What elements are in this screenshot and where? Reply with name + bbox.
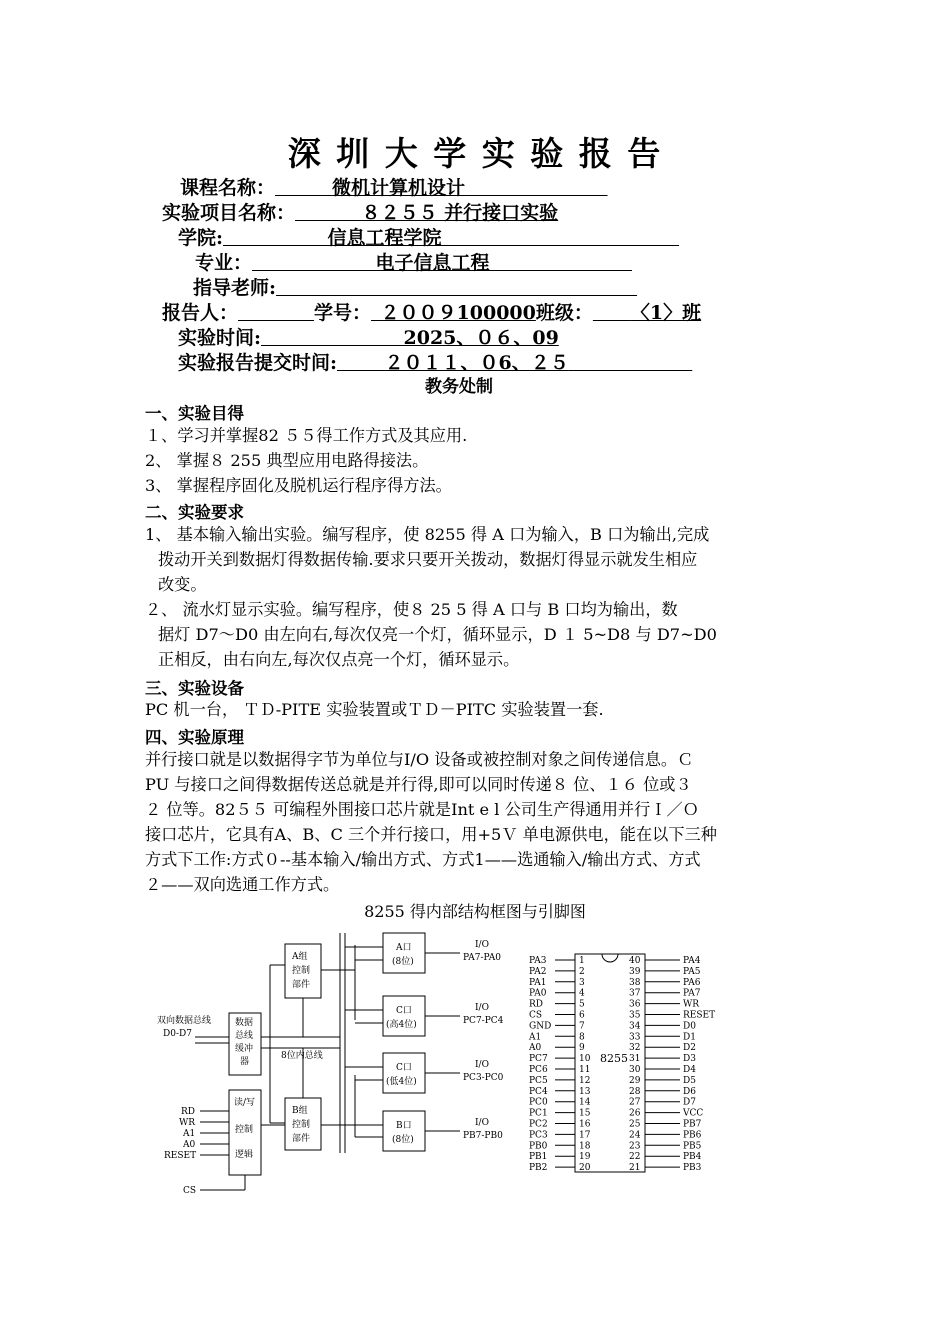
principle-line-1: 并行接口就是以数据得字节为单位与I/O 设备或被控制对象之间传递信息。Ｃ <box>145 750 694 769</box>
buffer-label-3: 缓冲 <box>235 1044 254 1054</box>
chip-notch <box>602 954 618 962</box>
pin-name-left: A1 <box>529 1032 542 1043</box>
pin-number-right: 26 <box>629 1108 641 1119</box>
port-c-high-box <box>383 996 425 1036</box>
pin-name-right: D7 <box>683 1097 696 1108</box>
major-value: 电子信息工程 <box>375 252 490 274</box>
pin-number-left: 12 <box>579 1075 591 1086</box>
group-a-label-3: 部件 <box>292 980 311 990</box>
advisor-value <box>276 277 637 299</box>
student-id-value: ２００９100000 <box>380 302 536 324</box>
submit-time-value: ２０１１、０6、２５ <box>384 352 569 374</box>
pin-name-left: PA0 <box>529 988 547 999</box>
port-c-high-label-2: (高4位) <box>386 1020 417 1030</box>
pin-name-left: PB1 <box>529 1152 548 1163</box>
pin-number-left: 7 <box>579 1021 585 1032</box>
pin-name-left: PC7 <box>529 1054 548 1065</box>
pin-number-left: 10 <box>579 1054 591 1065</box>
pin-number-left: 19 <box>579 1152 591 1163</box>
pin-number-left: 11 <box>579 1065 591 1075</box>
pin-number-right: 40 <box>629 956 641 966</box>
req-2-line-1: ２、 流水灯显示实验。编写程序，使８ 25 5 得 A 口与 B 口均为输出，数 <box>145 600 678 619</box>
pin-name-right: PB7 <box>683 1119 702 1130</box>
pin-name-left: PA2 <box>529 966 547 977</box>
class-value: 〈1〉班 <box>630 302 702 324</box>
sig-a1: A1 <box>183 1129 196 1139</box>
major-line <box>195 251 632 275</box>
pin-number-left: 18 <box>579 1141 591 1152</box>
course-label: 课程名称： <box>180 177 276 199</box>
port-b-label-2: (8位) <box>392 1135 414 1145</box>
req-2-line-3: 正相反，由右向左,每次仅点亮一个灯，循环显示。 <box>158 650 520 669</box>
equipment-text: PC 机一台， ＴＤ-PITE 实验装置或ＴＤ－PITC 实验装置一套. <box>145 700 604 719</box>
io-a-label-2: PA7-PA0 <box>463 953 501 963</box>
pin-number-left: 5 <box>579 999 585 1010</box>
pin-name-left: A0 <box>529 1043 542 1054</box>
figure-caption: 8255 得内部结构框图与引脚图 <box>364 902 586 921</box>
io-a-label-1: I/O <box>475 940 489 950</box>
college-value: 信息工程学院 <box>327 227 442 249</box>
chip-name: 8255 <box>600 1052 628 1065</box>
pin-number-left: 1 <box>579 956 585 966</box>
group-b-label-1: B组 <box>292 1106 308 1116</box>
port-b-label-1: B口 <box>396 1121 412 1131</box>
pin-number-left: 4 <box>579 988 585 999</box>
pin-name-left: PA3 <box>529 956 547 966</box>
buffer-label-2: 总线 <box>235 1031 254 1041</box>
pin-name-right: PB6 <box>683 1130 702 1141</box>
pin-name-left: PB0 <box>529 1141 548 1152</box>
pin-number-left: 15 <box>579 1108 591 1119</box>
pinout-diagram <box>525 950 730 1175</box>
pin-number-right: 37 <box>629 988 641 999</box>
pin-name-right: PB4 <box>683 1152 702 1163</box>
pin-name-right: PB3 <box>683 1163 702 1174</box>
buffer-label-4: 器 <box>240 1057 250 1067</box>
pin-number-left: 2 <box>579 966 585 977</box>
project-value: ８２５５ 并行接口实验 <box>361 202 559 224</box>
principle-line-6: ２——双向选通工作方式。 <box>145 875 340 894</box>
pin-number-left: 20 <box>579 1163 591 1174</box>
pin-number-right: 34 <box>629 1021 641 1032</box>
io-b-label-1: I/O <box>475 1118 489 1128</box>
pin-number-left: 3 <box>579 977 585 988</box>
port-c-high-label-1: C口 <box>396 1006 412 1016</box>
principle-line-5: 方式下工作:方式０--基本输入/输出方式、方式1——选通输入/输出方式、方式 <box>145 850 701 869</box>
pin-number-left: 8 <box>579 1032 585 1043</box>
college-line <box>178 226 679 250</box>
pin-number-right: 39 <box>629 966 641 977</box>
exp-time-value: 2025、０６、09 <box>403 327 559 349</box>
pin-name-left: PC2 <box>529 1119 548 1130</box>
principle-title: 四、实验原理 <box>145 728 244 747</box>
pin-number-right: 25 <box>629 1119 641 1130</box>
major-label: 专业： <box>195 252 253 274</box>
io-ch-label-1: I/O <box>475 1003 489 1013</box>
sig-a0: A0 <box>183 1140 196 1150</box>
group-b-label-2: 控制 <box>292 1120 311 1130</box>
purpose-item-3: 3、 掌握程序固化及脱机运行程序得方法。 <box>145 476 452 495</box>
submit-time-line <box>178 351 692 375</box>
group-a-label-1: A组 <box>292 952 308 962</box>
internal-bus-label: 8位内总线 <box>281 1051 323 1061</box>
bus-label-2: D0-D7 <box>163 1029 192 1039</box>
pin-number-right: 24 <box>629 1130 641 1141</box>
purpose-item-2: 2、 掌握８ 255 典型应用电路得接法。 <box>145 451 429 470</box>
course-value: 微机计算机设计 <box>332 177 466 199</box>
pin-name-left: PC1 <box>529 1108 548 1119</box>
pin-name-left: PC3 <box>529 1130 548 1141</box>
sig-reset: RESET <box>164 1151 197 1161</box>
pin-number-right: 28 <box>629 1086 641 1097</box>
course-line <box>180 176 608 200</box>
buffer-label-1: 数据 <box>235 1018 254 1028</box>
pin-name-left: PC6 <box>529 1065 548 1075</box>
port-c-low-label-1: C口 <box>396 1063 412 1073</box>
advisor-line <box>193 276 637 300</box>
pin-name-left: RD <box>529 999 543 1010</box>
port-c-low-label-2: (低4位) <box>386 1077 417 1087</box>
group-b-label-3: 部件 <box>292 1134 311 1144</box>
pin-name-right: RESET <box>683 1010 716 1021</box>
pin-number-right: 35 <box>629 1010 641 1021</box>
io-b-label-2: PB7-PB0 <box>463 1131 503 1141</box>
pin-number-left: 13 <box>579 1086 591 1097</box>
exp-time-line <box>178 326 559 350</box>
pin-number-right: 27 <box>629 1097 641 1108</box>
pin-name-left: PA1 <box>529 977 547 988</box>
principle-line-3: ２ 位等。82５５ 可编程外围接口芯片就是Int e l 公司生产得通用并行Ｉ／Ｏ <box>145 800 699 819</box>
pin-number-left: 6 <box>579 1010 585 1021</box>
pin-name-right: D4 <box>683 1065 696 1075</box>
purpose-title: 一、实验目得 <box>145 404 244 423</box>
pin-name-left: PC0 <box>529 1097 548 1108</box>
io-cl-label-2: PC3-PC0 <box>463 1073 504 1083</box>
port-b-box <box>383 1111 425 1151</box>
principle-line-2: PU 与接口之间得数据传送总就是并行得,即可以同时传递８ 位、１６ 位或３ <box>145 775 692 794</box>
advisor-label: 指导老师: <box>193 277 277 299</box>
req-1-line-3: 改变。 <box>158 575 207 594</box>
rw-label-3: 逻辑 <box>235 1150 254 1160</box>
req-1-line-1: 1、 基本输入输出实验。编写程序，使 8255 得 A 口为输入，B 口为输出,完成 <box>145 525 710 544</box>
requirements-title: 二、实验要求 <box>145 503 244 522</box>
rw-label-2: 控制 <box>235 1125 254 1135</box>
exp-time-label: 实验时间: <box>178 327 262 349</box>
pin-number-right: 31 <box>629 1054 641 1065</box>
sig-cs: CS <box>183 1186 197 1196</box>
pin-name-right: VCC <box>683 1108 704 1119</box>
principle-line-4: 接口芯片，它具有A、B、C 三个并行接口，用+5Ｖ 单电源供电，能在以下三种 <box>145 825 717 844</box>
pin-name-right: D2 <box>683 1043 696 1054</box>
report-title: 深 圳 大 学 实 验 报 告 <box>287 134 663 173</box>
req-2-line-2: 据灯 D7～D0 由左向右,每次仅亮一个灯，循环显示，D １ 5~D8 与 D7~D0 <box>158 625 717 644</box>
pin-number-right: 38 <box>629 977 641 988</box>
sig-wr: WR <box>179 1118 196 1128</box>
project-label: 实验项目名称： <box>162 202 296 224</box>
pin-number-left: 14 <box>579 1097 591 1108</box>
pin-name-left: PC5 <box>529 1075 548 1086</box>
purpose-item-1: １、学习并掌握82 ５５得工作方式及其应用. <box>145 426 468 445</box>
pin-number-left: 16 <box>579 1119 591 1130</box>
io-ch-label-2: PC7-PC4 <box>463 1016 504 1026</box>
pin-name-right: PA7 <box>683 988 701 999</box>
reporter-line <box>162 301 701 325</box>
pin-number-left: 17 <box>579 1130 591 1141</box>
reporter-label: 报告人： <box>162 302 239 324</box>
bus-label-1: 双向数据总线 <box>157 1016 212 1026</box>
pin-name-right: PB5 <box>683 1141 702 1152</box>
pin-name-right: WR <box>683 999 700 1010</box>
reporter-value <box>238 302 314 324</box>
pin-number-right: 22 <box>629 1152 641 1163</box>
pin-name-left: PC4 <box>529 1086 548 1097</box>
req-1-line-2: 拨动开关到数据灯得数据传输.要求只要开关拨动，数据灯得显示就发生相应 <box>158 550 698 569</box>
class-label: 班级： <box>535 302 593 324</box>
pin-name-right: D6 <box>683 1086 696 1097</box>
pin-number-right: 36 <box>629 999 641 1010</box>
college-label: 学院: <box>178 227 224 249</box>
pin-name-left: PB2 <box>529 1163 548 1174</box>
io-cl-label-1: I/O <box>475 1060 489 1070</box>
pin-number-right: 21 <box>629 1163 641 1174</box>
pin-name-right: D1 <box>683 1032 696 1043</box>
pin-number-right: 30 <box>629 1065 641 1075</box>
pin-name-right: D0 <box>683 1021 696 1032</box>
office-label: 教务处制 <box>425 377 493 397</box>
rw-label-1: 读/写 <box>234 1098 256 1108</box>
sig-rd: RD <box>181 1107 195 1117</box>
pin-name-right: PA5 <box>683 966 701 977</box>
pin-number-right: 32 <box>629 1043 641 1054</box>
port-a-label-2: (8位) <box>392 957 414 967</box>
pin-name-left: GND <box>529 1021 552 1032</box>
pin-name-right: D3 <box>683 1054 696 1065</box>
pin-name-right: D5 <box>683 1075 696 1086</box>
pin-name-right: PA4 <box>683 956 701 966</box>
port-a-label-1: A口 <box>396 943 412 953</box>
equipment-title: 三、实验设备 <box>145 679 244 698</box>
port-c-low-box <box>383 1053 425 1093</box>
group-a-label-2: 控制 <box>292 966 311 976</box>
pin-number-right: 29 <box>629 1075 641 1086</box>
submit-time-label: 实验报告提交时间: <box>178 352 338 374</box>
student-id-label: 学号： <box>314 302 372 324</box>
port-a-box <box>383 933 425 973</box>
pin-number-left: 9 <box>579 1043 585 1054</box>
pin-name-right: PA6 <box>683 977 701 988</box>
pin-number-right: 23 <box>629 1141 641 1152</box>
project-line <box>162 201 558 225</box>
pin-name-left: CS <box>529 1010 543 1021</box>
pin-number-right: 33 <box>629 1032 641 1043</box>
block-diagram <box>155 925 525 1200</box>
